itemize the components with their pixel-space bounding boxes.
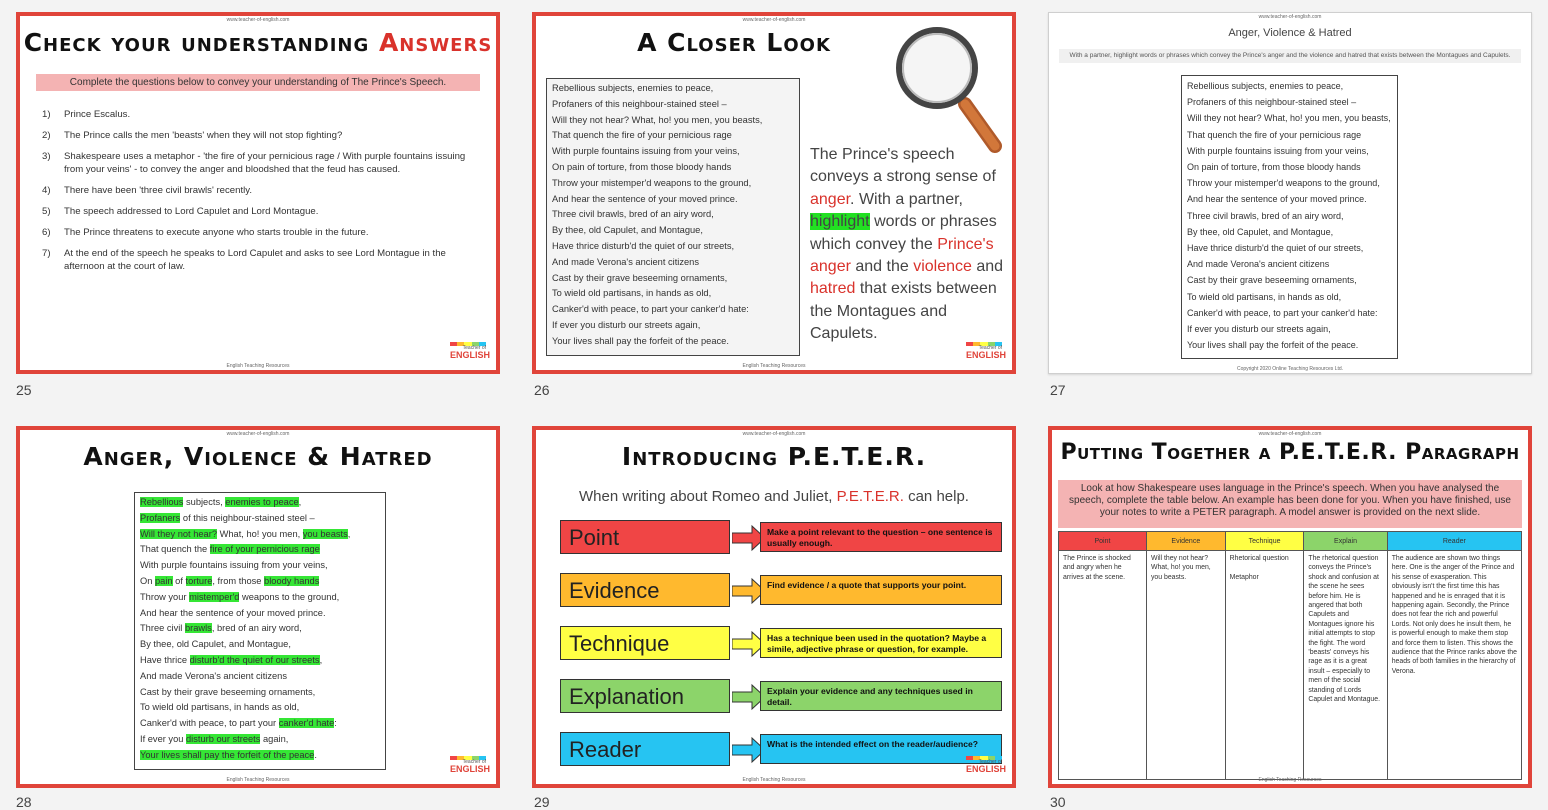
answer-number: 5) <box>42 206 51 217</box>
highlighted-phrase: brawls <box>184 623 212 634</box>
speech-text: Three civil <box>140 623 185 634</box>
table-header-cell: Evidence <box>1146 532 1225 551</box>
speech-line: And hear the sentence of your moved prince. <box>552 193 738 204</box>
speech-line: Three civil brawls, bred of an airy word, <box>552 209 714 220</box>
speech-line: Cast by their grave beseeming ornaments, <box>552 272 728 283</box>
highlighted-phrase: fire of your pernicious rage <box>209 544 320 555</box>
slide-subtitle: When writing about Romeo and Juliet, P.E.T.E.R. can help. <box>579 488 969 505</box>
peter-description: What is the intended effect on the reader/audience? <box>760 734 1002 764</box>
speech-line: Canker'd with peace, to part your canker'd hate: <box>552 304 749 315</box>
slide-number: 28 <box>16 794 32 810</box>
answer-number: 6) <box>42 227 51 238</box>
magnifying-glass-icon <box>891 22 1011 162</box>
speech-line <box>140 669 380 685</box>
speech-text: , <box>319 654 323 665</box>
slide-27-thumbnail[interactable] <box>1048 12 1532 374</box>
speech-line <box>140 653 380 669</box>
answer-text: At the end of the speech he speaks to Lord Capulet and asks to see Lord Montague in the afternoon at the court of law. <box>64 248 446 272</box>
slide-number: 26 <box>534 382 550 398</box>
slide-title: Anger, Violence & Hatred <box>1228 27 1352 39</box>
answer-item <box>42 184 474 197</box>
answer-list <box>42 108 474 281</box>
slide-26-thumbnail[interactable] <box>532 12 1016 374</box>
speech-text: On <box>140 575 155 586</box>
speech-line: By thee, old Capulet, and Montague, <box>1187 226 1334 237</box>
speech-box <box>546 78 800 356</box>
speech-line: Profaners of this neighbour-stained steel – <box>1187 97 1357 108</box>
highlighted-phrase: Rebellious <box>140 497 184 507</box>
speech-line: With purple fountains issuing from your veins, <box>552 146 740 157</box>
answer-item <box>42 150 474 176</box>
footer-text: English Teaching Resources <box>1258 777 1322 783</box>
speech-text: To wield old partisans, in hands as old, <box>140 702 300 713</box>
slide-number: 30 <box>1050 794 1066 810</box>
speech-line <box>140 748 380 764</box>
speech-line <box>140 527 380 543</box>
speech-text: Have thrice <box>140 654 190 665</box>
speech-text: Cast by their grave beseeming ornaments, <box>140 686 316 697</box>
highlighted-phrase: pain <box>155 575 173 586</box>
speech-line: Throw your mistemper'd weapons to the ground, <box>1187 178 1380 189</box>
highlighted-phrase: disturb'd the quiet of our streets <box>189 654 320 665</box>
speech-line: Rebellious subjects, enemies to peace, <box>1187 81 1344 91</box>
speech-line: Your lives shall pay the forfeit of the peace. <box>552 335 729 346</box>
speech-line <box>140 621 380 637</box>
speech-text: , <box>298 497 302 507</box>
speech-line <box>140 511 380 527</box>
answer-item <box>42 205 474 218</box>
speech-line: On pain of torture, from those bloody hands <box>552 161 732 172</box>
peter-label: Point <box>560 520 730 554</box>
slide-number: 25 <box>16 382 32 398</box>
slide-30-thumbnail[interactable] <box>1048 426 1532 788</box>
slide-title: Putting Together a P.E.T.E.R. Paragraph <box>1060 440 1520 465</box>
table-cell: The rhetorical question conveys the Prince's shock and confusion at the scene he sees before him. He is angered that both Capulets and Montagues ignore his initial attempts to stop the fight. The word 'beasts' conveys his rage as it is a great insult – especially to men of the social standing of Lords Capulet and Montague. <box>1304 551 1387 780</box>
speech-text: By thee, old Capulet, and Montague, <box>140 639 291 650</box>
instruction-paragraph: The Prince's speech conveys a strong sense of anger. With a partner, highlight words or phrases which convey the Prince's anger and the violence and hatred that exists between the Montagues and Capulets. <box>810 146 1004 343</box>
speech-box <box>1181 75 1398 359</box>
speech-line <box>140 495 380 511</box>
highlighted-speech-box <box>134 492 386 770</box>
table-row <box>1059 551 1522 780</box>
footer-text: English Teaching Resources <box>742 777 806 783</box>
instruction-band: Look at how Shakespeare uses language in the Prince's speech. When you have analysed the speech, complete the table below. An example has been done for you. When you have finished, use your notes to write a PETER paragraph. A model answer is provided on the next slide. <box>1058 480 1522 528</box>
speech-line: And made Verona's ancient citizens <box>1187 259 1330 270</box>
speech-text: What, ho! you men, <box>217 528 303 539</box>
slide-28-thumbnail[interactable] <box>16 426 500 788</box>
answer-text: The Prince calls the men 'beasts' when they will not stop fighting? <box>64 130 343 141</box>
speech-line <box>140 700 380 716</box>
speech-text: of <box>172 575 186 586</box>
site-url: www.teacher-of-english.com <box>742 17 806 23</box>
speech-text: weapons to the ground, <box>239 591 340 602</box>
speech-text: of this neighbour-stained steel – <box>180 512 315 523</box>
speech-line: On pain of torture, from those bloody hands <box>1187 162 1361 173</box>
table-cell: The Prince is shocked and angry when he arrives at the scene. <box>1059 551 1147 780</box>
peter-label: Explanation <box>560 679 730 713</box>
site-url: www.teacher-of-english.com <box>1258 431 1322 437</box>
answer-number: 4) <box>42 185 51 196</box>
speech-text: That quench the <box>140 544 210 555</box>
speech-line: That quench the fire of your pernicious rage <box>1187 129 1362 140</box>
speech-text: If ever you <box>140 733 186 744</box>
answer-number: 7) <box>42 248 51 259</box>
answer-number: 3) <box>42 151 51 162</box>
peter-label: Technique <box>560 626 730 660</box>
footer-text: English Teaching Resources <box>226 777 290 783</box>
highlighted-phrase: mistemper'd <box>189 591 240 602</box>
speech-line: With purple fountains issuing from your veins, <box>1187 145 1369 156</box>
teacher-of-english-logo: Teacher of ENGLISH <box>450 342 486 356</box>
speech-line <box>140 637 380 653</box>
peter-table <box>1058 531 1522 780</box>
table-cell: Rhetorical question Metaphor <box>1225 551 1304 780</box>
answer-text: There have been 'three civil brawls' recently. <box>64 185 252 196</box>
highlighted-phrase: Your lives shall pay the forfeit of the peace <box>140 749 315 760</box>
answer-text: The Prince threatens to execute anyone who starts trouble in the future. <box>64 227 369 238</box>
site-url: www.teacher-of-english.com <box>226 431 290 437</box>
speech-line: And hear the sentence of your moved prince. <box>1187 194 1367 205</box>
answer-text: Shakespeare uses a metaphor - 'the fire of your pernicious rage / With purple fountains issuing from your veins' - to convey the anger and bloodshed that the feud has caused. <box>64 151 466 175</box>
highlighted-phrase: Profaners <box>140 512 181 523</box>
table-cell: The audience are shown two things here. One is the anger of the Prince and his sense of exasperation. This obviously isn't the first time this has happened and he is enraged that it is happening again. Secondly, the Prince does not fear the rich and powerful Lords. Not only does he insult them, he is powerful enough to make them stop and force them to listen. This shows the audience that the Prince ranks above the heads of both families in the hierarchy of Verona. <box>1387 551 1521 780</box>
speech-text: Canker'd with peace, to part your <box>140 718 279 729</box>
table-header-row <box>1059 532 1522 551</box>
title-main: Check your understanding <box>23 28 370 57</box>
teacher-of-english-logo: Teacher of ENGLISH <box>966 342 1002 356</box>
highlighted-phrase: canker'd hate <box>278 718 335 729</box>
speech-text: And made Verona's ancient citizens <box>140 670 287 681</box>
speech-line: Three civil brawls, bred of an airy word, <box>1187 210 1344 221</box>
speech-line <box>140 606 380 622</box>
speech-text: Throw your <box>140 591 190 602</box>
speech-line: That quench the fire of your pernicious rage <box>552 130 732 141</box>
speech-line: Cast by their grave beseeming ornaments, <box>1187 275 1357 286</box>
site-url: www.teacher-of-english.com <box>226 17 290 23</box>
peter-row-point <box>560 520 1000 556</box>
speech-line <box>140 558 380 574</box>
peter-description: Has a technique been used in the quotation? Maybe a simile, adjective phrase or question, for example. <box>760 628 1002 658</box>
speech-text: . <box>314 749 317 760</box>
speech-line <box>140 732 380 748</box>
answer-number: 2) <box>42 130 51 141</box>
speech-line: If ever you disturb our streets again, <box>1187 324 1331 335</box>
speech-line: Profaners of this neighbour-stained steel – <box>552 98 727 109</box>
highlighted-phrase: disturb our streets <box>186 733 261 744</box>
speech-line: Canker'd with peace, to part your canker'd hate: <box>1187 307 1378 318</box>
peter-row-reader <box>560 732 1000 768</box>
speech-line: Will they not hear? What, ho! you men, you beasts, <box>552 114 763 125</box>
speech-line: Have thrice disturb'd the quiet of our streets, <box>552 240 735 251</box>
speech-line: If ever you disturb our streets again, <box>552 319 701 330</box>
peter-label: Evidence <box>560 573 730 607</box>
teacher-of-english-logo: Teacher of ENGLISH <box>966 756 1002 770</box>
answer-text: The speech addressed to Lord Capulet and Lord Montague. <box>64 206 319 217</box>
speech-text: : <box>334 718 337 729</box>
speech-line <box>140 685 380 701</box>
slide-title <box>20 28 496 57</box>
peter-label: Reader <box>560 732 730 766</box>
speech-line: Rebellious subjects, enemies to peace, <box>552 83 714 93</box>
answer-number: 1) <box>42 109 51 120</box>
slide-25-thumbnail[interactable] <box>16 12 500 374</box>
answer-text: Prince Escalus. <box>64 109 131 120</box>
speech-line: To wield old partisans, in hands as old, <box>1187 291 1342 302</box>
peter-row-explanation <box>560 679 1000 715</box>
highlighted-phrase: Will they not hear? <box>140 528 217 539</box>
highlighted-phrase: torture <box>185 575 213 586</box>
speech-line: Throw your mistemper'd weapons to the ground, <box>552 177 752 188</box>
instruction-band: With a partner, highlight words or phrases which convey the Prince's anger and the violence and hatred that exists between the Montagues and Capulets. <box>1059 49 1521 63</box>
slide-title: A Closer Look <box>637 28 831 57</box>
answer-item <box>42 129 474 142</box>
table-cell: Will they not hear? What, ho! you men, you beasts. <box>1146 551 1225 780</box>
speech-line: Have thrice disturb'd the quiet of our streets, <box>1187 243 1364 254</box>
highlighted-phrase: you beasts <box>302 528 348 539</box>
table-header-cell: Technique <box>1225 532 1304 551</box>
table-header-cell: Point <box>1059 532 1147 551</box>
peter-description: Find evidence / a quote that supports your point. <box>760 575 1002 605</box>
peter-row-technique <box>560 626 1000 662</box>
answer-item <box>42 226 474 239</box>
answer-item <box>42 247 474 273</box>
speech-line <box>140 574 380 590</box>
speech-text: , from those <box>212 575 265 586</box>
copyright-text: Copyright 2020 Online Teaching Resources Ltd. <box>1236 366 1344 372</box>
speech-line <box>140 542 380 558</box>
slide-number: 29 <box>534 794 550 810</box>
speech-text: again, <box>260 733 289 744</box>
peter-row-evidence <box>560 573 1000 609</box>
speech-text: And hear the sentence of your moved prince. <box>140 607 326 618</box>
speech-text: With purple fountains issuing from your veins, <box>140 560 328 571</box>
table-header-cell: Reader <box>1387 532 1521 551</box>
site-url: www.teacher-of-english.com <box>1258 14 1322 20</box>
speech-line <box>140 716 380 732</box>
speech-text: , bred of an airy word, <box>211 623 302 634</box>
speech-line: Your lives shall pay the forfeit of the peace. <box>1187 340 1359 351</box>
teacher-of-english-logo: Teacher of ENGLISH <box>450 756 486 770</box>
slide-29-thumbnail[interactable] <box>532 426 1016 788</box>
site-url: www.teacher-of-english.com <box>742 431 806 437</box>
highlighted-phrase: enemies to peace <box>225 497 299 507</box>
speech-line: Will they not hear? What, ho! you men, you beasts, <box>1187 113 1391 124</box>
slide-title: Anger, Violence & Hatred <box>83 442 433 471</box>
slide-title: Introducing P.E.T.E.R. <box>621 442 927 471</box>
speech-line <box>140 590 380 606</box>
speech-line: By thee, old Capulet, and Montague, <box>552 225 703 236</box>
table-header-cell: Explain <box>1304 532 1387 551</box>
speech-line: To wield old partisans, in hands as old, <box>552 288 712 299</box>
speech-text: subjects, <box>183 497 226 507</box>
footer-text: English Teaching Resources <box>226 363 290 369</box>
footer-text: English Teaching Resources <box>742 363 806 369</box>
speech-text: , <box>347 528 351 539</box>
slide-number: 27 <box>1050 382 1066 398</box>
peter-description: Make a point relevant to the question – one sentence is usually enough. <box>760 522 1002 552</box>
title-accent: Answers <box>378 28 493 57</box>
speech-line: And made Verona's ancient citizens <box>552 256 699 267</box>
instruction-band: Complete the questions below to convey your understanding of The Prince's Speech. <box>36 74 480 91</box>
answer-item <box>42 108 474 121</box>
highlighted-phrase: bloody hands <box>264 575 320 586</box>
peter-description: Explain your evidence and any techniques used in detail. <box>760 681 1002 711</box>
